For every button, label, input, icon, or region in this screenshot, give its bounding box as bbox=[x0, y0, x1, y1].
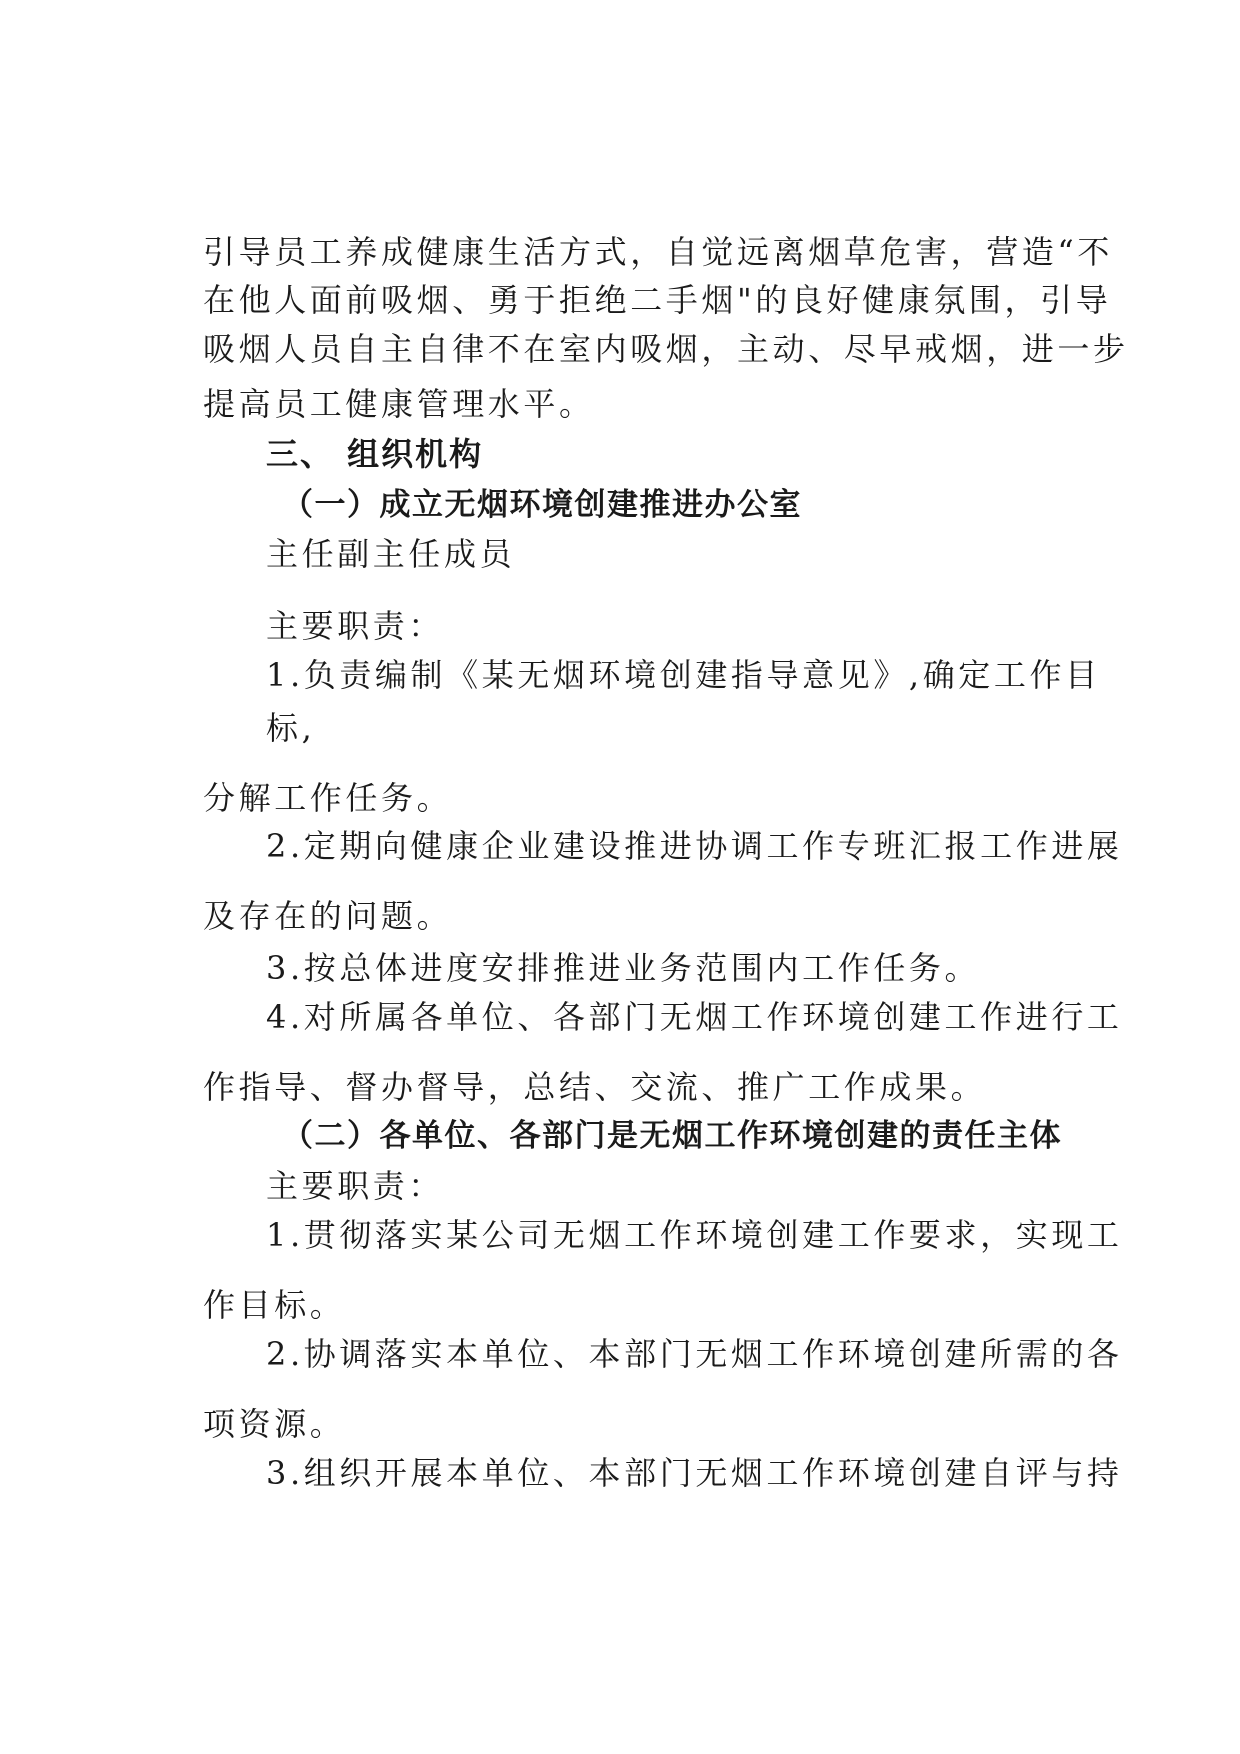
duty-4-line-a: 4.对所属各单位、各部门无烟工作环境创建工作进行工 bbox=[266, 998, 1123, 1036]
duty-4-line-b: 作指导、督办督导，总结、交流、推广工作成果。 bbox=[203, 1068, 987, 1106]
responsibility-1-line-a: 1.贯彻落实某公司无烟工作环境创建工作要求，实现工 bbox=[266, 1216, 1123, 1254]
intro-line-1: 引导员工养成健康生活方式，自觉远离烟草危害，营造“不 bbox=[203, 233, 1113, 271]
duty-1-line-b: 标, bbox=[266, 709, 316, 747]
responsibility-1-line-b: 作目标。 bbox=[203, 1286, 346, 1324]
duty-3-line: 3.按总体进度安排推进业务范围内工作任务。 bbox=[266, 949, 981, 987]
responsibility-2-line-b: 项资源。 bbox=[203, 1405, 346, 1443]
section-heading: 三、 组织机构 bbox=[266, 435, 484, 473]
intro-line-4: 提高员工健康管理水平。 bbox=[203, 385, 595, 423]
subsection-heading-1: （一）成立无烟环境创建推进办公室 bbox=[282, 487, 802, 523]
intro-line-3: 吸烟人员自主自律不在室内吸烟，主动、尽早戒烟，进一步 bbox=[203, 330, 1129, 368]
intro-line-2: 在他人面前吸烟、勇于拒绝二手烟"的良好健康氛围，引导 bbox=[203, 281, 1112, 319]
duties-label-2: 主要职责： bbox=[266, 1167, 445, 1205]
responsibility-2-line-a: 2.协调落实本单位、本部门无烟工作环境创建所需的各 bbox=[266, 1335, 1123, 1373]
responsibility-3-line-a: 3.组织开展本单位、本部门无烟工作环境创建自评与持 bbox=[266, 1454, 1123, 1492]
subsection-heading-2: （二）各单位、各部门是无烟工作环境创建的责任主体 bbox=[282, 1118, 1062, 1154]
duty-2-line-b: 及存在的问题。 bbox=[203, 897, 453, 935]
duty-1-line-a: 1.负责编制《某无烟环境创建指导意见》,确定工作目 bbox=[266, 656, 1101, 694]
duties-label-1: 主要职责： bbox=[266, 607, 445, 645]
duty-2-line-a: 2.定期向健康企业建设推进协调工作专班汇报工作进展 bbox=[266, 827, 1123, 865]
members-line: 主任副主任成员 bbox=[266, 535, 516, 573]
duty-1-line-c: 分解工作任务。 bbox=[203, 779, 453, 817]
